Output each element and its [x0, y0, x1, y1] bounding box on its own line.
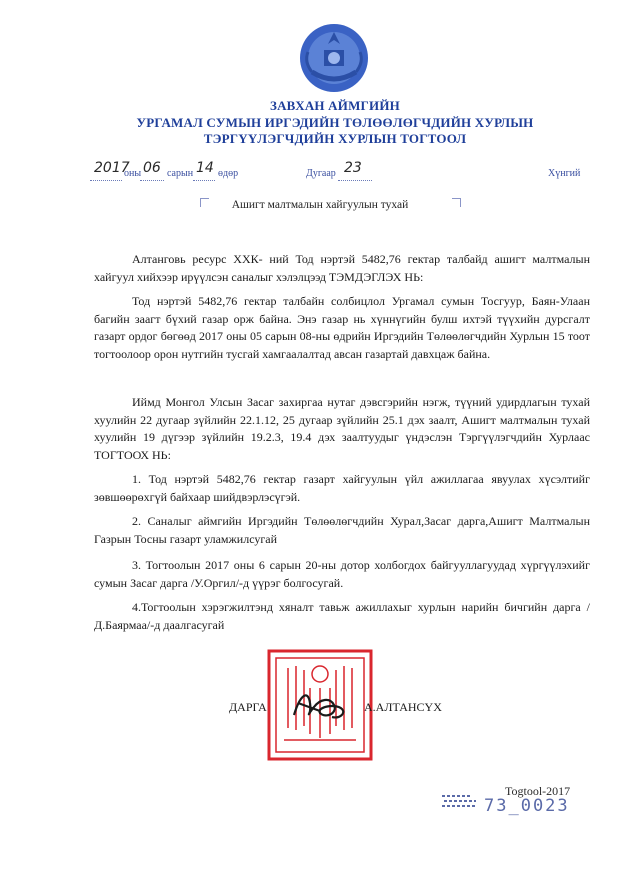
document-code: Togtool-2017 — [505, 784, 571, 798]
meta-month-suffix: сарын — [167, 168, 194, 179]
handwritten-signature — [290, 685, 350, 725]
number-underline — [338, 180, 372, 181]
meta-month: 06 — [143, 160, 161, 176]
state-emblem-icon — [298, 22, 370, 94]
month-underline — [140, 180, 164, 181]
header-council: УРГАМАЛ СУМЫН ИРГЭДИЙН ТӨЛӨӨЛӨГЧДИЙН ХУРЛЫН — [136, 115, 534, 130]
document-meta — [0, 160, 640, 182]
meta-year: 2017 — [94, 160, 130, 176]
meta-number: 23 — [344, 160, 362, 176]
meta-year-suffix: оны — [124, 168, 142, 179]
meta-day-suffix: өдөр — [218, 168, 239, 179]
paragraph-basis: Иймд Монгол Улсын Засаг захиргаа нутаг дэвсгэрийн нэгж, түүний удирдлагын тухай хуулийн 22 дугаар зүйлийн 22.1.12, 25 дугаар зүйлийн 25.1 дэх заалт, Ашигт малтмалын тухай хуулийн 19 дүгээр зүйлийн 19.2.3, 19.4 дэх заалтуудыг үндэслэн Тэргүүлэгчдийн Хурлаас ТОГТООХ НЬ: — [94, 395, 590, 462]
registration-stamp-mark — [440, 792, 480, 810]
meta-place: Хүнгий — [548, 168, 581, 179]
paragraph-preamble: Алтанговь ресурс ХХК- ний Тод нэртэй 5482,76 гектар талбайд ашигт малтмалын хайгуул хийхээр ирүүлсэн саналыг хэлэлцээд ТЭМДЭГЛЭХ НЬ: — [94, 252, 590, 284]
document-title: Ашигт малтмалын хайгуулын тухай — [231, 199, 409, 211]
year-underline — [90, 180, 122, 181]
title-bracket-right — [452, 198, 461, 207]
header-resolution: ТЭРГҮҮЛЭГЧДИЙН ХУРЛЫН ТОГТООЛ — [203, 131, 467, 146]
meta-number-label: Дугаар — [306, 168, 336, 179]
resolution-item-3: 3. Тогтоолын 2017 оны 6 сарын 20-ны дотор холбогдох байгууллагуудад хүргүүлэхийг сумын Засаг дарга /У.Оргил/-д үүрэг болгосугай. — [94, 558, 590, 590]
resolution-item-4: 4.Тогтоолын хэрэгжилтэнд хяналт тавьж ажиллахыг хурлын нарийн бичгийн дарга /Д.Баярмаа/-д даалгасугай — [94, 600, 590, 632]
signatory-name: А.АЛТАНСҮХ — [364, 700, 442, 714]
registration-number: 73_0023 — [484, 796, 570, 816]
resolution-item-2: 2. Саналыг аймгийн Иргэдийн Төлөөлөгчдийн Хурал,Засаг дарга,Ашигт Малтмалын Газрын Тосны газарт уламжилсугай — [94, 514, 590, 546]
resolution-item-1: 1. Тод нэртэй 5482,76 гектар газарт хайгуулын үйл ажиллагаа явуулах хүсэлтийг зөвшөөрөхгүй байхаар шийдвэрлэсүгэй. — [94, 472, 590, 504]
meta-day: 14 — [196, 160, 214, 176]
day-underline — [193, 180, 215, 181]
signatory-title: ДАРГА — [229, 700, 267, 714]
paragraph-findings: Тод нэртэй 5482,76 гектар талбайн солбицлол Ургамал сумын Тосгуур, Баян-Улаан багийн заагт бүхий газар орж байна. Энэ газар нь хүннүгийн булш ихтэй түүхийн дурсгалт газарт ордог бөгөөд 2017 оны 05 сарын 08-ны өдрийн Иргэдийн Төлөөлөгчдийн Хурлын 15 тоот тогтоолоор орон нутгийн тусгай хамгаалалтад авсан газартай давхцаж байна. — [94, 294, 590, 361]
header-province: ЗАВХАН АЙМГИЙН — [270, 98, 400, 113]
